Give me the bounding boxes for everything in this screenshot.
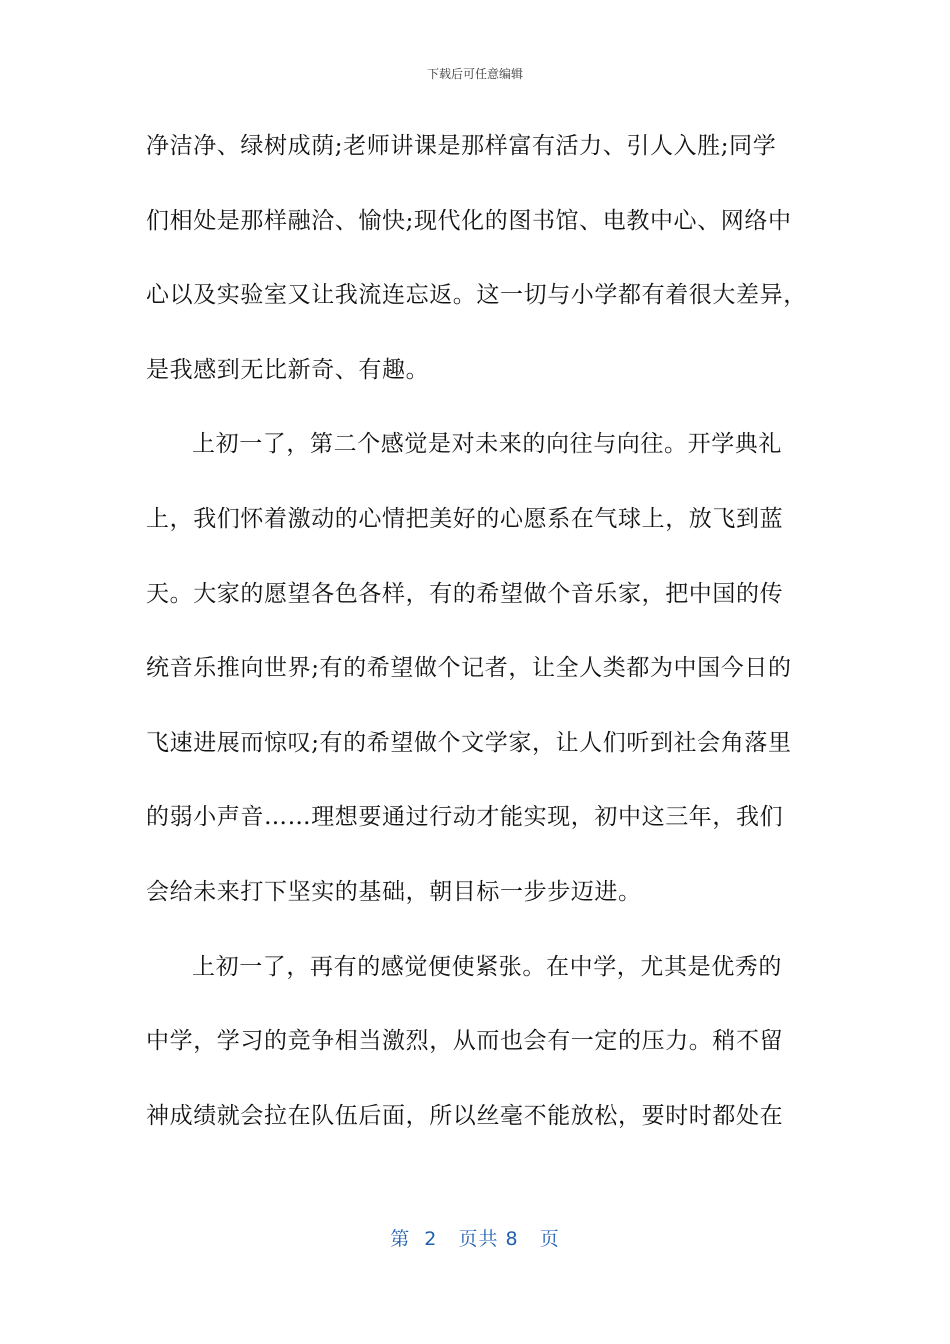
text-line: 统音乐推向世界;有的希望做个记者，让全人类都为中国今日的 xyxy=(146,655,792,682)
page-footer xyxy=(0,1226,950,1252)
page-number-label: 第 2 页共 8 页 xyxy=(390,1228,560,1250)
text-line: 上初一了，再有的感觉便使紧张。在中学，尤其是优秀的 xyxy=(192,953,782,980)
text-line: 是我感到无比新奇、有趣。 xyxy=(146,356,430,383)
text-line: 会给未来打下坚实的基础，朝目标一步步迈进。 xyxy=(146,878,642,905)
text-line: 飞速进展而惊叹;有的希望做个文学家，让人们听到社会角落里 xyxy=(146,729,792,756)
text-line: 神成绩就会拉在队伍后面，所以丝毫不能放松，要时时都处在 xyxy=(146,1102,784,1129)
text-line: 上，我们怀着激动的心情把美好的心愿系在气球上，放飞到蓝 xyxy=(146,505,784,532)
page-header: 下载后可任意编辑 xyxy=(426,67,523,81)
text-line: 净洁净、绿树成荫;老师讲课是那样富有活力、引人入胜;同学 xyxy=(146,133,777,159)
text-line: 天。大家的愿望各色各样，有的希望做个音乐家，把中国的传 xyxy=(146,580,784,607)
text-line: 上初一了，第二个感觉是对未来的向往与向往。开学典礼 xyxy=(192,431,782,458)
text-line: 心以及实验室又让我流连忘返。这一切与小学都有着很大差异， xyxy=(146,282,807,309)
text-line: 中学，学习的竞争相当激烈，从而也会有一定的压力。稍不留 xyxy=(146,1028,784,1055)
text-line: 的弱小声音……理想要通过行动才能实现，初中这三年，我们 xyxy=(146,804,784,831)
text-line: 们相处是那样融洽、愉快;现代化的图书馆、电教中心、网络中 xyxy=(146,207,792,234)
document-body xyxy=(146,124,811,1168)
